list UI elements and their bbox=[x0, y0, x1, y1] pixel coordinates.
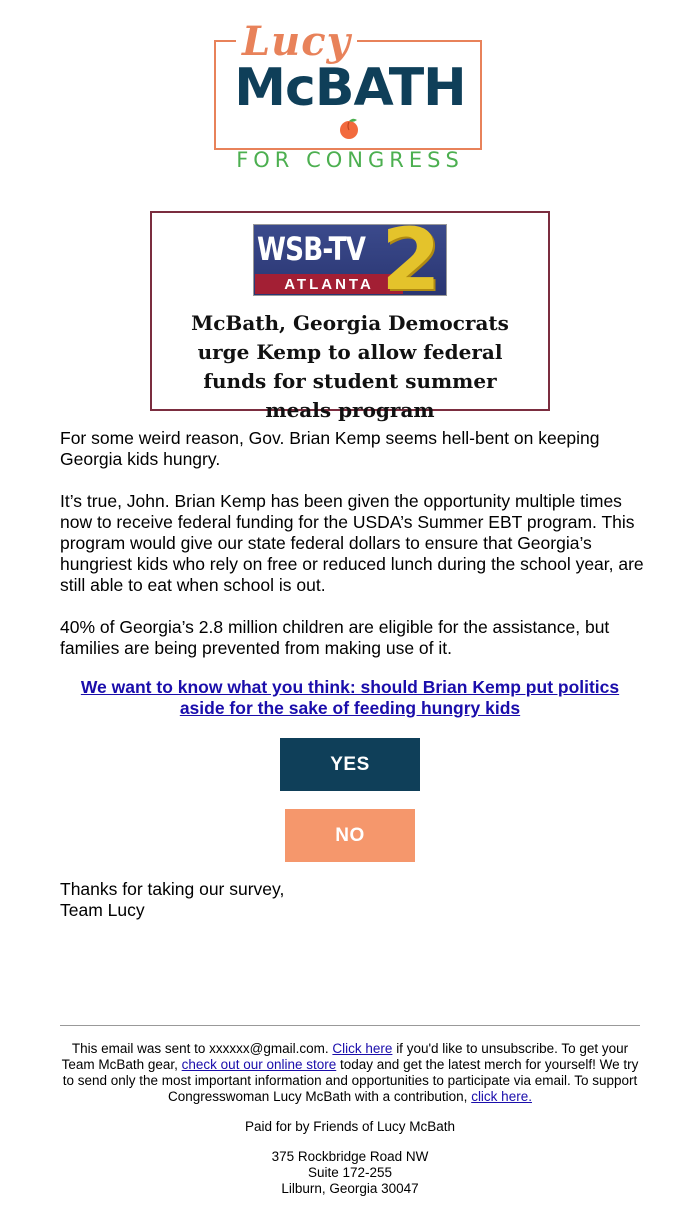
logo-tagline: FOR CONGRESS bbox=[236, 148, 464, 172]
no-button[interactable]: NO bbox=[285, 809, 415, 862]
mailing-address bbox=[60, 1149, 640, 1197]
contribute-link[interactable]: click here. bbox=[471, 1089, 532, 1104]
footer-unsubscribe-text: if you'd like to unsubscribe. To get your Team McBath gear, bbox=[61, 1041, 629, 1072]
signoff-line-2: Team Lucy bbox=[60, 900, 145, 920]
news-article-card[interactable] bbox=[150, 210, 550, 422]
logo-first-name: Lucy bbox=[236, 20, 357, 64]
body-paragraph-1: For some weird reason, Gov. Brian Kemp seems hell-bent on keeping Georgia kids hungry. bbox=[60, 428, 600, 469]
yes-button[interactable]: YES bbox=[280, 738, 420, 791]
peach-icon bbox=[337, 116, 361, 140]
footer-disclaimer bbox=[60, 1041, 640, 1105]
footer-store-text: today and get the latest merch for yourself! We try to send only the most important information and opportunities to participate via email. To support Congresswoman Lucy McBath with a contribution, bbox=[62, 1057, 639, 1104]
address-line-2: Suite 172-255 bbox=[307, 1165, 393, 1180]
footer-sent-text: This email was sent to xxxxxx@gmail.com. bbox=[71, 1041, 329, 1056]
body-paragraph-2: It’s true, John. Brian Kemp has been given the opportunity multiple times now to receive federal funding for the USDA’s Summer EBT program. This program would give our state federal dollars to ensure that Georgia’s hungriest kids who rely on free or reduced lunch during the school year, are still able to eat when school is out. bbox=[60, 491, 644, 595]
wsb-call-sign: WSB-TV bbox=[257, 230, 366, 268]
body-paragraph-3: 40% of Georgia’s 2.8 million children are eligible for the assistance, but families are being prevented from making use of it. bbox=[60, 617, 610, 658]
paid-for-disclaimer: Paid for by Friends of Lucy McBath bbox=[244, 1119, 456, 1134]
signoff-line-1: Thanks for taking our survey, bbox=[60, 879, 285, 899]
campaign-logo bbox=[214, 20, 486, 172]
footer-divider bbox=[60, 1025, 640, 1026]
wsb-tv-logo bbox=[253, 210, 447, 310]
address-line-3: Lilburn, Georgia 30047 bbox=[281, 1181, 419, 1196]
unsubscribe-link[interactable]: Click here bbox=[332, 1041, 393, 1056]
address-line-1: 375 Rockbridge Road NW bbox=[271, 1149, 429, 1164]
wsb-city: ATLANTA bbox=[284, 276, 374, 293]
wsb-channel-number: 2 bbox=[381, 210, 441, 310]
signoff bbox=[60, 879, 460, 921]
news-headline: McBath, Georgia Democrats urge Kemp to allow federal funds for student summer meals program bbox=[191, 311, 509, 422]
online-store-link[interactable]: check out our online store bbox=[181, 1057, 337, 1072]
survey-question-link[interactable]: We want to know what you think: should Brian Kemp put politics aside for the sake of feeding hungry kids bbox=[80, 677, 620, 718]
logo-last-name: McBATH bbox=[234, 58, 466, 118]
